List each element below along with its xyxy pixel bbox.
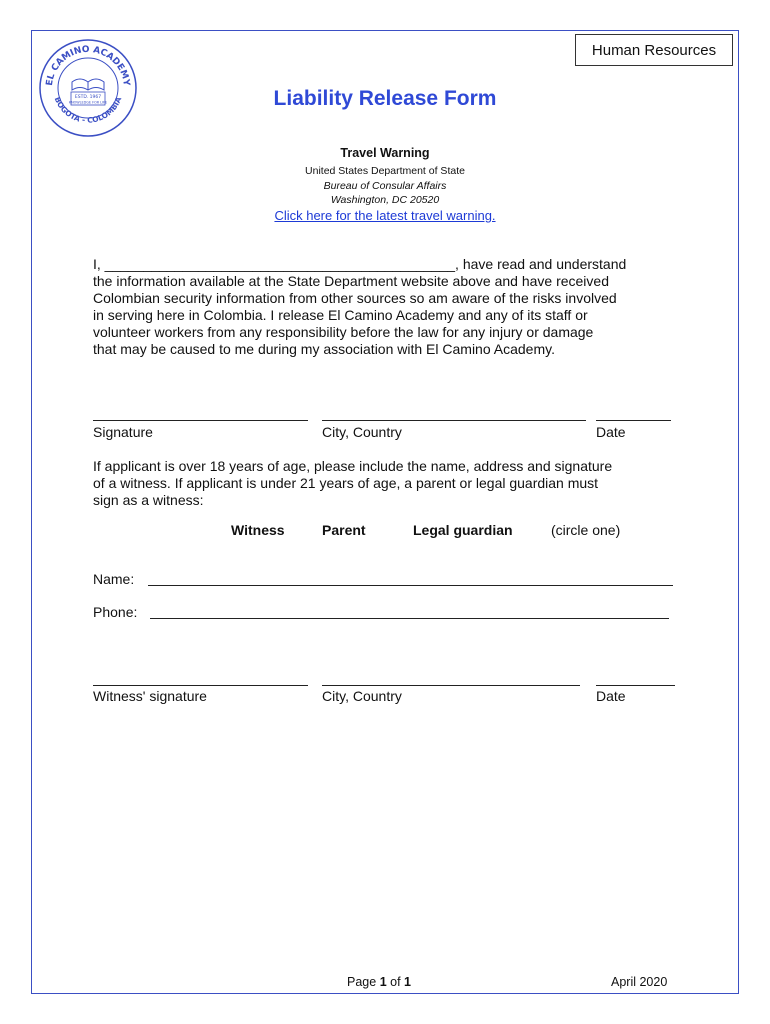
witness-signature-line[interactable] — [93, 685, 308, 686]
legal-guardian-option[interactable]: Legal guardian — [413, 522, 513, 538]
witness-option[interactable]: Witness — [231, 522, 285, 538]
page-current: 1 — [379, 975, 387, 989]
page-total: 1 — [404, 975, 411, 989]
release-line: I, _____________________________________________, have read and understand — [93, 256, 627, 272]
release-line: in serving here in Colombia. I release El Camino Academy and any of its staff or — [93, 307, 588, 323]
witness-date-label: Date — [596, 688, 626, 704]
witness-signature-label: Witness' signature — [93, 688, 207, 704]
page-number — [347, 975, 411, 989]
city-country-label: City, Country — [322, 424, 402, 440]
release-line: the information available at the State Department website above and have received — [93, 273, 609, 289]
witness-city-line[interactable] — [322, 685, 580, 686]
release-paragraph — [93, 256, 693, 358]
name-label: Name: — [93, 571, 135, 587]
svg-text:BOGOTA - COLOMBIA: BOGOTA - COLOMBIA — [52, 95, 124, 125]
date-label: Date — [596, 424, 626, 440]
svg-text:EL CAMINO ACADEMY: EL CAMINO ACADEMY — [44, 44, 132, 87]
travel-warning-title: Travel Warning — [340, 146, 430, 160]
witness-city-country-label: City, Country — [322, 688, 402, 704]
page-of: of — [390, 975, 401, 989]
svg-text:ESTD. 1967: ESTD. 1967 — [74, 95, 102, 100]
release-line: Colombian security information from other sources so am aware of the risks involved — [93, 290, 617, 306]
page-prefix: Page — [347, 975, 377, 989]
phone-label: Phone: — [93, 604, 138, 620]
date-line[interactable] — [596, 420, 671, 421]
witness-date-line[interactable] — [596, 685, 675, 686]
phone-field[interactable] — [150, 618, 669, 619]
release-line: volunteer workers from any responsibility before the law for any injury or damage — [93, 324, 594, 340]
address-line: Washington, DC 20520 — [330, 194, 440, 206]
footer-date: April 2020 — [611, 975, 668, 989]
name-field[interactable] — [148, 585, 673, 586]
instruction-line: sign as a witness: — [93, 492, 204, 508]
department-box — [575, 34, 733, 66]
release-line: that may be caused to me during my association with El Camino Academy. — [93, 341, 555, 357]
signature-label: Signature — [93, 424, 153, 440]
state-department-line: United States Department of State — [305, 165, 465, 177]
form-title: Liability Release Form — [273, 87, 497, 110]
instruction-line: If applicant is over 18 years of age, please include the name, address and signature — [93, 458, 613, 474]
department-label: Human Resources — [591, 41, 717, 59]
signature-line[interactable] — [93, 420, 308, 421]
travel-warning-link[interactable]: Click here for the latest travel warning. — [274, 208, 496, 223]
bureau-line: Bureau of Consular Affairs — [323, 180, 447, 192]
instruction-line: of a witness. If applicant is under 21 years of age, a parent or legal guardian must — [93, 475, 599, 491]
city-line[interactable] — [322, 420, 586, 421]
witness-instructions — [93, 458, 693, 509]
svg-text:KNOWLEDGE FOR LIFE: KNOWLEDGE FOR LIFE — [68, 100, 108, 105]
circle-one-note: (circle one) — [551, 522, 621, 538]
parent-option[interactable]: Parent — [322, 522, 366, 538]
